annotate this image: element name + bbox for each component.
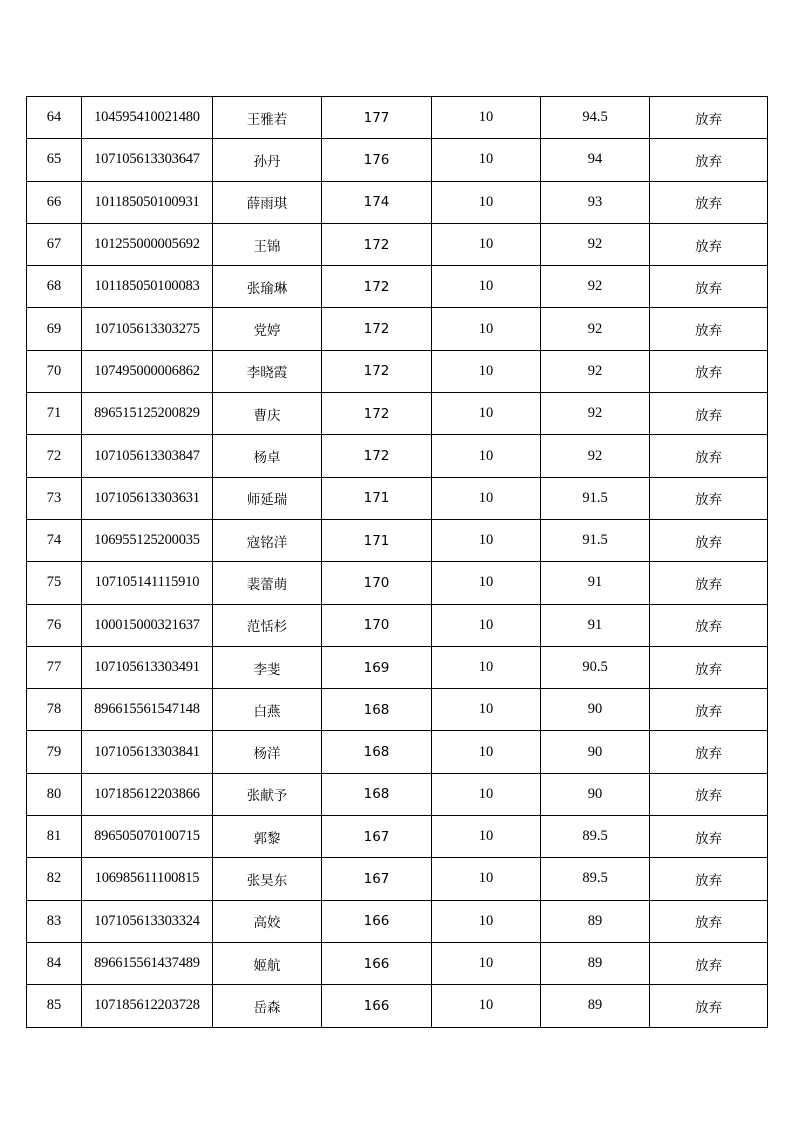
row-number-cell: 78 <box>27 689 82 731</box>
exam-id-cell: 107105613303847 <box>82 435 213 477</box>
row-number-cell: 65 <box>27 139 82 181</box>
extra-cell: 10 <box>432 689 541 731</box>
extra-cell: 10 <box>432 646 541 688</box>
total-cell: 92 <box>541 435 650 477</box>
score-cell: 172 <box>322 435 432 477</box>
name-cell: 王雅若 <box>213 97 322 139</box>
extra-cell: 10 <box>432 350 541 392</box>
total-cell: 90 <box>541 773 650 815</box>
total-cell: 90 <box>541 689 650 731</box>
exam-id-cell: 107105613303647 <box>82 139 213 181</box>
name-cell: 党婷 <box>213 308 322 350</box>
status-cell: 放弃 <box>650 689 768 731</box>
table-row <box>27 519 768 561</box>
status-cell: 放弃 <box>650 900 768 942</box>
score-cell: 166 <box>322 985 432 1027</box>
score-cell: 176 <box>322 139 432 181</box>
status-cell: 放弃 <box>650 223 768 265</box>
status-cell: 放弃 <box>650 562 768 604</box>
table-row <box>27 308 768 350</box>
exam-id-cell: 107105613303275 <box>82 308 213 350</box>
status-cell: 放弃 <box>650 308 768 350</box>
table-row <box>27 266 768 308</box>
table-body <box>27 97 768 1028</box>
status-cell: 放弃 <box>650 181 768 223</box>
status-cell: 放弃 <box>650 604 768 646</box>
score-cell: 166 <box>322 900 432 942</box>
extra-cell: 10 <box>432 181 541 223</box>
total-cell: 91.5 <box>541 477 650 519</box>
table-row <box>27 477 768 519</box>
row-number-cell: 74 <box>27 519 82 561</box>
extra-cell: 10 <box>432 139 541 181</box>
total-cell: 93 <box>541 181 650 223</box>
table-row <box>27 223 768 265</box>
exam-id-cell: 107495000006862 <box>82 350 213 392</box>
extra-cell: 10 <box>432 223 541 265</box>
table-row <box>27 731 768 773</box>
row-number-cell: 69 <box>27 308 82 350</box>
extra-cell: 10 <box>432 266 541 308</box>
extra-cell: 10 <box>432 858 541 900</box>
table-row <box>27 139 768 181</box>
status-cell: 放弃 <box>650 858 768 900</box>
row-number-cell: 70 <box>27 350 82 392</box>
table-row <box>27 604 768 646</box>
row-number-cell: 68 <box>27 266 82 308</box>
row-number-cell: 76 <box>27 604 82 646</box>
name-cell: 李斐 <box>213 646 322 688</box>
score-cell: 170 <box>322 604 432 646</box>
row-number-cell: 75 <box>27 562 82 604</box>
table-row <box>27 646 768 688</box>
exam-id-cell: 107105613303841 <box>82 731 213 773</box>
status-cell: 放弃 <box>650 731 768 773</box>
row-number-cell: 80 <box>27 773 82 815</box>
score-cell: 167 <box>322 816 432 858</box>
table-row <box>27 97 768 139</box>
score-cell: 172 <box>322 308 432 350</box>
name-cell: 张昊东 <box>213 858 322 900</box>
name-cell: 高姣 <box>213 900 322 942</box>
score-cell: 177 <box>322 97 432 139</box>
name-cell: 姬航 <box>213 942 322 984</box>
extra-cell: 10 <box>432 942 541 984</box>
name-cell: 师延瑞 <box>213 477 322 519</box>
name-cell: 孙丹 <box>213 139 322 181</box>
table-row <box>27 350 768 392</box>
exam-id-cell: 104595410021480 <box>82 97 213 139</box>
table-row <box>27 181 768 223</box>
extra-cell: 10 <box>432 97 541 139</box>
status-cell: 放弃 <box>650 350 768 392</box>
results-table <box>26 96 768 1028</box>
name-cell: 杨卓 <box>213 435 322 477</box>
extra-cell: 10 <box>432 435 541 477</box>
score-cell: 168 <box>322 731 432 773</box>
total-cell: 89 <box>541 942 650 984</box>
extra-cell: 10 <box>432 308 541 350</box>
table-row <box>27 562 768 604</box>
extra-cell: 10 <box>432 731 541 773</box>
score-cell: 166 <box>322 942 432 984</box>
total-cell: 94.5 <box>541 97 650 139</box>
name-cell: 曹庆 <box>213 393 322 435</box>
score-cell: 167 <box>322 858 432 900</box>
total-cell: 90.5 <box>541 646 650 688</box>
total-cell: 92 <box>541 223 650 265</box>
exam-id-cell: 106985611100815 <box>82 858 213 900</box>
name-cell: 张瑜琳 <box>213 266 322 308</box>
status-cell: 放弃 <box>650 435 768 477</box>
total-cell: 89 <box>541 900 650 942</box>
total-cell: 91 <box>541 604 650 646</box>
name-cell: 岳森 <box>213 985 322 1027</box>
total-cell: 92 <box>541 308 650 350</box>
table-row <box>27 942 768 984</box>
status-cell: 放弃 <box>650 816 768 858</box>
exam-id-cell: 101185050100931 <box>82 181 213 223</box>
score-cell: 168 <box>322 773 432 815</box>
total-cell: 92 <box>541 266 650 308</box>
row-number-cell: 84 <box>27 942 82 984</box>
name-cell: 郭黎 <box>213 816 322 858</box>
exam-id-cell: 107185612203866 <box>82 773 213 815</box>
status-cell: 放弃 <box>650 942 768 984</box>
table-row <box>27 689 768 731</box>
row-number-cell: 82 <box>27 858 82 900</box>
status-cell: 放弃 <box>650 97 768 139</box>
row-number-cell: 79 <box>27 731 82 773</box>
total-cell: 90 <box>541 731 650 773</box>
row-number-cell: 64 <box>27 97 82 139</box>
status-cell: 放弃 <box>650 773 768 815</box>
name-cell: 白燕 <box>213 689 322 731</box>
exam-id-cell: 106955125200035 <box>82 519 213 561</box>
score-cell: 170 <box>322 562 432 604</box>
row-number-cell: 72 <box>27 435 82 477</box>
extra-cell: 10 <box>432 985 541 1027</box>
total-cell: 94 <box>541 139 650 181</box>
exam-id-cell: 101185050100083 <box>82 266 213 308</box>
status-cell: 放弃 <box>650 477 768 519</box>
exam-id-cell: 896615561437489 <box>82 942 213 984</box>
table-row <box>27 773 768 815</box>
row-number-cell: 71 <box>27 393 82 435</box>
extra-cell: 10 <box>432 519 541 561</box>
score-cell: 174 <box>322 181 432 223</box>
exam-id-cell: 100015000321637 <box>82 604 213 646</box>
total-cell: 91 <box>541 562 650 604</box>
status-cell: 放弃 <box>650 519 768 561</box>
status-cell: 放弃 <box>650 985 768 1027</box>
table-row <box>27 435 768 477</box>
name-cell: 寇铭洋 <box>213 519 322 561</box>
total-cell: 92 <box>541 393 650 435</box>
extra-cell: 10 <box>432 816 541 858</box>
status-cell: 放弃 <box>650 139 768 181</box>
row-number-cell: 73 <box>27 477 82 519</box>
row-number-cell: 85 <box>27 985 82 1027</box>
exam-id-cell: 896515125200829 <box>82 393 213 435</box>
exam-id-cell: 896615561547148 <box>82 689 213 731</box>
extra-cell: 10 <box>432 393 541 435</box>
total-cell: 91.5 <box>541 519 650 561</box>
row-number-cell: 66 <box>27 181 82 223</box>
exam-id-cell: 896505070100715 <box>82 816 213 858</box>
status-cell: 放弃 <box>650 393 768 435</box>
total-cell: 89.5 <box>541 858 650 900</box>
name-cell: 范恬杉 <box>213 604 322 646</box>
total-cell: 89 <box>541 985 650 1027</box>
score-cell: 172 <box>322 266 432 308</box>
row-number-cell: 77 <box>27 646 82 688</box>
total-cell: 92 <box>541 350 650 392</box>
extra-cell: 10 <box>432 773 541 815</box>
extra-cell: 10 <box>432 562 541 604</box>
score-cell: 168 <box>322 689 432 731</box>
name-cell: 杨洋 <box>213 731 322 773</box>
exam-id-cell: 107105141115910 <box>82 562 213 604</box>
table-row <box>27 985 768 1027</box>
exam-id-cell: 107185612203728 <box>82 985 213 1027</box>
exam-id-cell: 101255000005692 <box>82 223 213 265</box>
extra-cell: 10 <box>432 477 541 519</box>
table-row <box>27 858 768 900</box>
extra-cell: 10 <box>432 900 541 942</box>
row-number-cell: 67 <box>27 223 82 265</box>
exam-id-cell: 107105613303491 <box>82 646 213 688</box>
score-cell: 171 <box>322 519 432 561</box>
score-cell: 172 <box>322 223 432 265</box>
score-cell: 169 <box>322 646 432 688</box>
score-cell: 172 <box>322 393 432 435</box>
score-cell: 171 <box>322 477 432 519</box>
row-number-cell: 83 <box>27 900 82 942</box>
name-cell: 薛雨琪 <box>213 181 322 223</box>
table-row <box>27 393 768 435</box>
status-cell: 放弃 <box>650 266 768 308</box>
name-cell: 李晓霞 <box>213 350 322 392</box>
exam-id-cell: 107105613303324 <box>82 900 213 942</box>
score-cell: 172 <box>322 350 432 392</box>
name-cell: 张献予 <box>213 773 322 815</box>
extra-cell: 10 <box>432 604 541 646</box>
table-row <box>27 900 768 942</box>
status-cell: 放弃 <box>650 646 768 688</box>
row-number-cell: 81 <box>27 816 82 858</box>
name-cell: 裴蕾萌 <box>213 562 322 604</box>
exam-id-cell: 107105613303631 <box>82 477 213 519</box>
total-cell: 89.5 <box>541 816 650 858</box>
table-row <box>27 816 768 858</box>
name-cell: 王锦 <box>213 223 322 265</box>
